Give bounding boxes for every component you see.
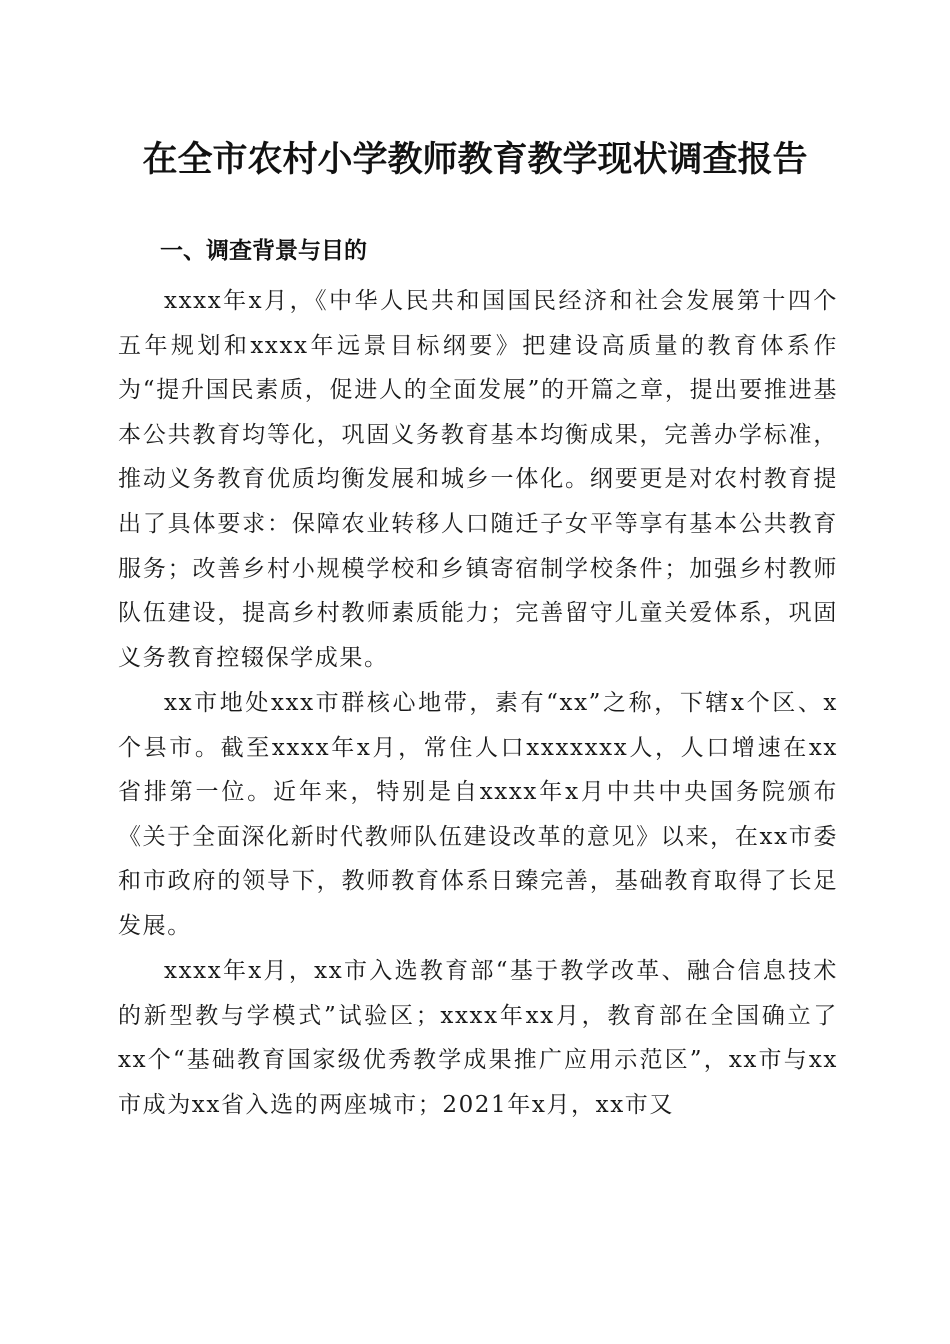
paragraph-background: xxxx年x月，《中华人民共和国国民经济和社会发展第十四个五年规划和xxxx年远景目标纲要》把建设高质量的教育体系作为“提升国民素质，促进人的全面发展”的开篇之章，提出要推进基本公共教育均等化，巩固义务教育基本均衡成果，完善办学标准，推动义务教育优质均衡发展和城乡一体化。纲要更是对农村教育提出了具体要求：保障农业转移人口随迁子女平等享有基本公共教育服务；改善乡村小规模学校和乡镇寄宿制学校条件；加强乡村教师队伍建设，提高乡村教师素质能力；完善留守儿童关爱体系，巩固义务教育控辍保学成果。 [118, 288, 838, 671]
document-title: 在全市农村小学教师教育教学现状调查报告 [142, 139, 808, 180]
paragraph-achievements: xxxx年x月，xx市入选教育部“基于教学改革、融合信息技术的新型教与学模式”试验区；xxxx年xx月，教育部在全国确立了xx个“基础教育国家级优秀教学成果推广应用示范区”，xx市与xx市成为xx省入选的两座城市；2021年x月，xx市又 [118, 958, 838, 1118]
section-heading: 一、调查背景与目的 [160, 238, 367, 264]
paragraph-city-overview: xx市地处xxx市群核心地带，素有“xx”之称，下辖x个区、x个县市。截至xxxx年x月，常住人口xxxxxxx人，人口增速在xx省排第一位。近年来，特别是自xxxx年x月中共中央国务院颁布《关于全面深化新时代教师队伍建设改革的意见》以来，在xx市委和市政府的领导下，教师教育体系日臻完善，基础教育取得了长足发展。 [118, 690, 838, 939]
